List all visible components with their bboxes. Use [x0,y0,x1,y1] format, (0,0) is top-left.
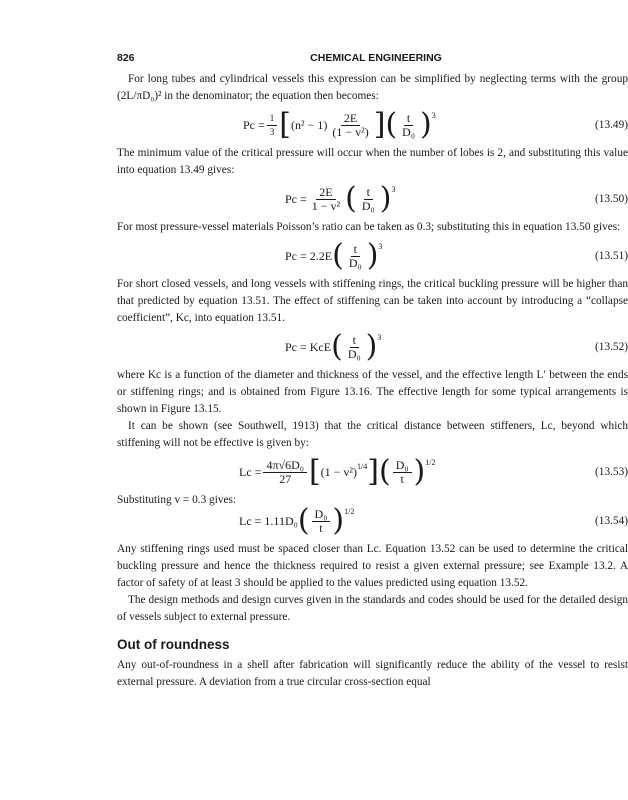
paragraph: For short closed vessels, and long vessels with stiffening rings, the critical buckling pressure will be higher than that predicted by equation 13.51. The effect of stiffening can be taken into account by introducing a “collapse coefficient”, Kc, into equation 13.51. [117,278,628,324]
equation-number: (13.52) [595,341,628,353]
eq-mid: (n² − 1) [291,117,328,132]
running-title: CHEMICAL ENGINEERING [310,52,442,64]
paragraph: It can be shown (see Southwell, 1913) that the critical distance between stiffeners, Lc, beyond which stiffening will not be effective is given by: [117,420,628,449]
paragraph: For most pressure-vessel materials Poisson’s ratio can be taken as 0.3; substituting this in equation 13.50 gives: [117,221,621,233]
equation-13-49: Pc = $\frac{1}{3}$ [ (n² − 1) $\frac{2E}{\text{(1 − v²)}}$ ] ( $\frac{t}{\text{D₀}}$ ) 3 (13.49) [243,107,628,142]
page-number: 826 [117,52,135,64]
paragraph: Any stiffening rings used must be spaced closer than Lc. Equation 13.52 can be used to determine the critical buckling pressure and hence the thickness required to resist a given external pressure; see Example 13.2. A factor of safety of at least 3 should be applied to the values predicted using equation 13.52. [117,543,628,589]
equation-number: (13.49) [595,119,628,131]
equation-13-53: Lc = $\frac{\text{4π√6D₀}}{27}$ [ (1 − v²) 1/4 ] ( $\frac{\text{D₀}}{t}$ ) 1/2 (13.53) [239,454,628,489]
equation-13-54: Lc = 1.11D₀ ( $\frac{\text{D₀}}{t}$ ) 1/2 (13.54) [239,503,628,538]
eq-frac: $\frac{2E}{\text{(1 − v²)}}$ [332,110,369,139]
equation-number: (13.50) [595,193,628,205]
eq-coef: $\frac{1}{3}$ [267,112,278,139]
equation-13-52: Pc = KcE ( $\frac{t}{\text{D₀}}$ ) 3 (13.52) [285,329,628,364]
section-heading: Out of roundness [117,637,230,652]
equation-13-50: Pc = $\frac{2E}{\text{1 − v²}}$ ( $\frac{t}{\text{D₀}}$ ) 3 (13.50) [285,181,628,216]
paragraph: The minimum value of the critical pressure will occur when the number of lobes is 2, and substituting this value into equation 13.49 gives: [117,147,628,176]
page-body [117,71,628,691]
paragraph: where Kc is a function of the diameter and thickness of the vessel, and the effective length L′ between the ends or stiffening rings; and is obtained from Figure 13.16. The effective length for some typical arrangements is shown in Figure 13.15. [117,369,628,415]
eq-ratio: $\frac{t}{\text{D₀}}$ [402,110,416,139]
equation-number: (13.53) [595,466,628,478]
equation-number: (13.51) [595,250,628,262]
paragraph: Substituting v = 0.3 gives: [117,494,237,506]
equation-number: (13.54) [595,515,628,527]
equation-13-51: Pc = 2.2E ( $\frac{t}{\text{D₀}}$ ) 3 (13.51) [285,238,628,273]
paragraph: Any out-of-roundness in a shell after fabrication will significantly reduce the ability of the vessel to resist external pressure. A deviation from a true circular cross-section equal [117,659,628,688]
paragraph: For long tubes and cylindrical vessels this expression can be simplified by neglecting terms with the group (2L/πD₀)² in the denominator; the equation then becomes: [117,73,628,102]
eq-lhs: Pc = [243,117,265,132]
paragraph: The design methods and design curves given in the standards and codes should be used for the detailed design of vessels subject to external pressure. [117,594,628,623]
